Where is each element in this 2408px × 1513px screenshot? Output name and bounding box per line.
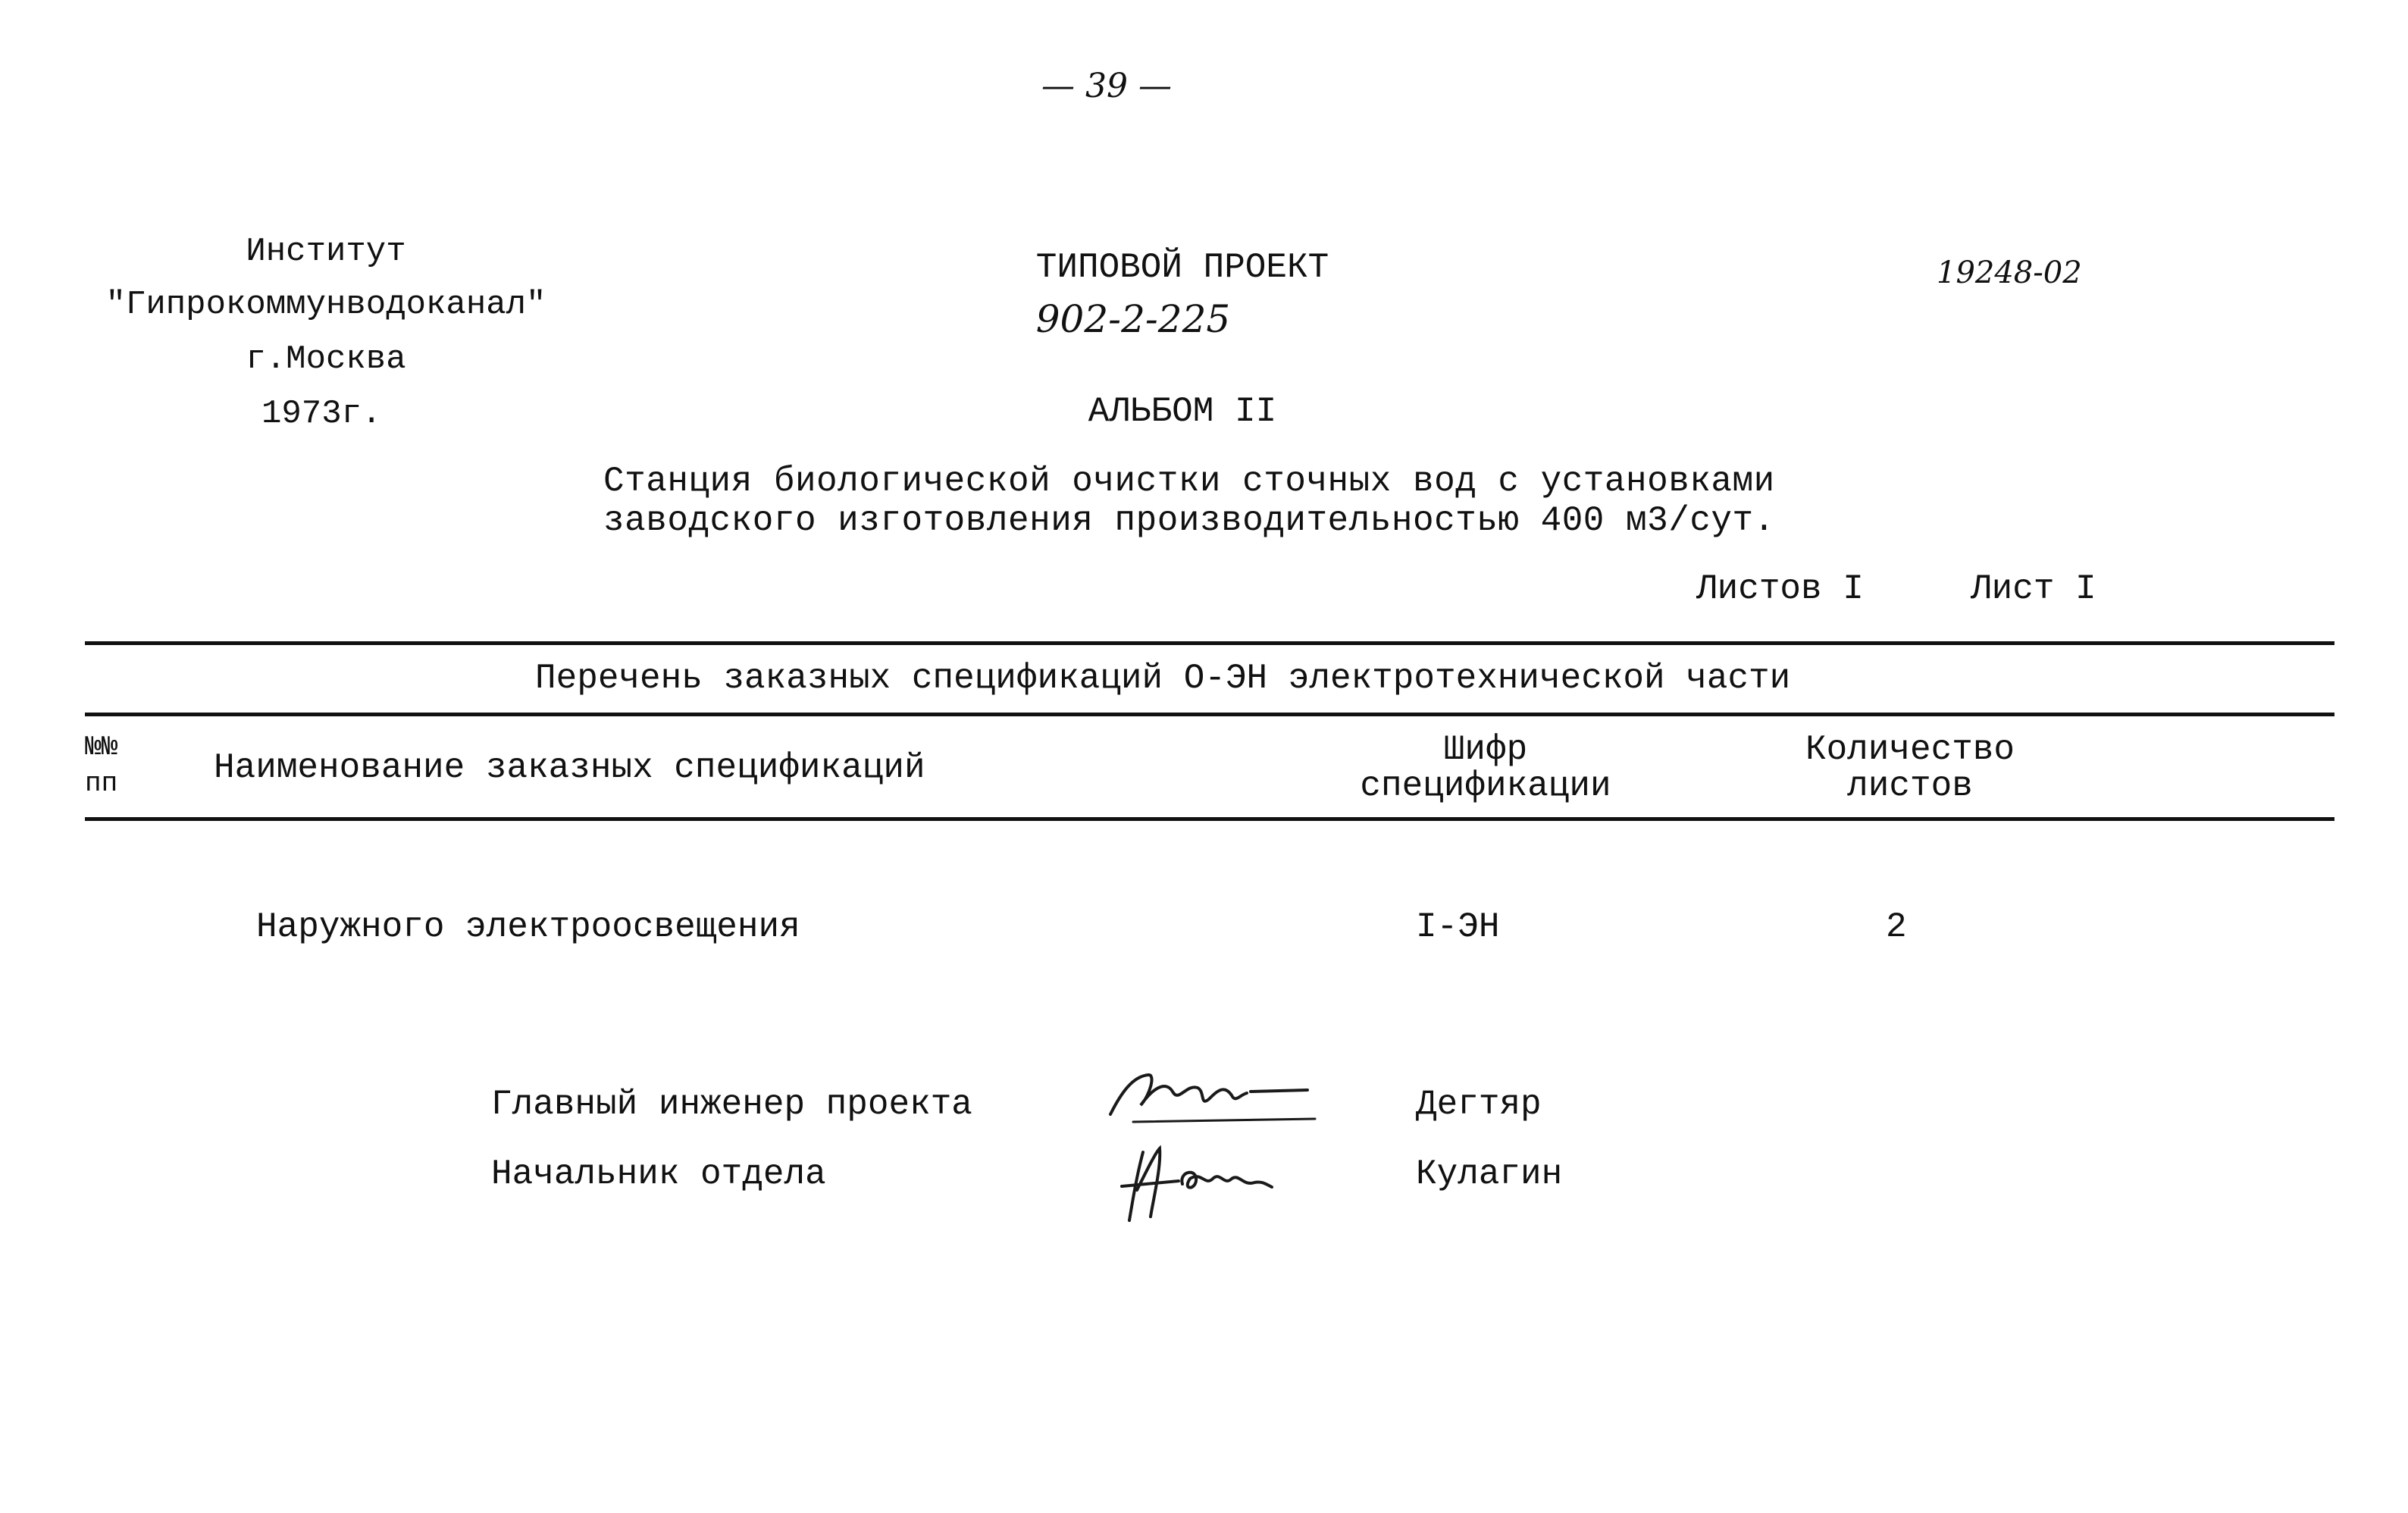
project-number: 902-2-225 bbox=[1035, 297, 1231, 341]
signature-name-department-head: Кулагин bbox=[1416, 1154, 1563, 1194]
archive-number: 19248-02 bbox=[1937, 255, 2082, 290]
header-number-line-1: №№ bbox=[85, 731, 118, 763]
header-quantity-line-2: листов bbox=[1847, 766, 1973, 806]
header-number-line-2: пп bbox=[85, 768, 118, 799]
signature-role-department-head: Начальник отдела bbox=[491, 1154, 826, 1194]
institute-name: "Гипрокоммунводоканал" bbox=[105, 286, 546, 324]
header-name: Наименование заказных спецификаций bbox=[214, 748, 925, 788]
table-header-rule bbox=[85, 817, 2334, 821]
project-heading: ТИПОВОЙ ПРОЕКТ bbox=[1035, 248, 1329, 287]
row-code: I-ЭН bbox=[1416, 907, 1500, 947]
signature-name-chief-engineer: Дегтяр bbox=[1416, 1085, 1542, 1124]
table-title-rule bbox=[85, 713, 2334, 716]
header-quantity-line-1: Количество bbox=[1805, 730, 2015, 769]
sheet-current: Лист I bbox=[1971, 569, 2096, 609]
signature-department-head bbox=[1107, 1137, 1281, 1228]
institute-city: г.Москва bbox=[246, 340, 406, 378]
sheets-total: Листов I bbox=[1696, 569, 1864, 609]
row-name: Наружного электроосвещения bbox=[256, 907, 800, 947]
table-top-rule bbox=[85, 641, 2334, 645]
header-code-line-1: Шифр bbox=[1443, 730, 1528, 769]
table-title: Перечень заказных спецификаций О-ЭН электротехнической части bbox=[535, 659, 1791, 698]
album-number: АЛЬБОМ II bbox=[1088, 392, 1277, 431]
description-line-2: заводского изготовления производительностью 400 м3/сут. bbox=[603, 501, 1775, 540]
signature-chief-engineer bbox=[1103, 1061, 1323, 1129]
description-line-1: Станция биологической очистки сточных вод с установками bbox=[603, 462, 1775, 501]
row-quantity: 2 bbox=[1886, 907, 1907, 947]
header-code-line-2: спецификации bbox=[1360, 766, 1611, 806]
signature-role-chief-engineer: Главный инженер проекта bbox=[491, 1085, 972, 1124]
page-number: — 39 — bbox=[1041, 67, 1172, 105]
institute-year: 1973г. bbox=[261, 395, 382, 433]
institute-label: Институт bbox=[246, 233, 406, 271]
